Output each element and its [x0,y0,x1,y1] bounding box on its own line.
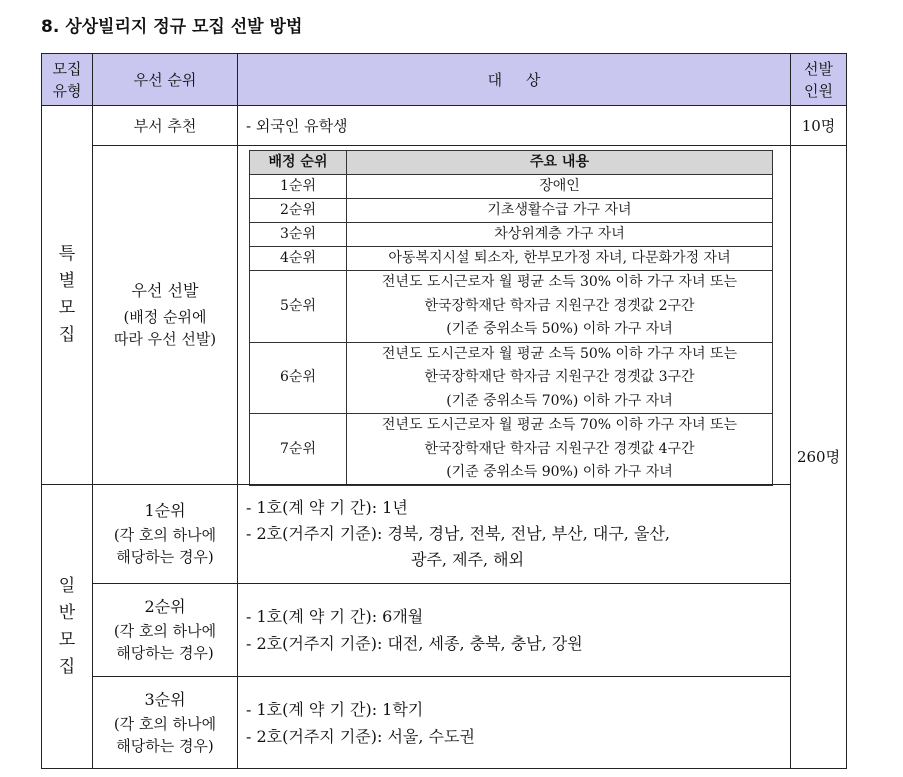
header-target [237,53,791,106]
header-type [41,53,93,106]
priority-selection [92,145,238,485]
table-row [250,247,773,271]
table-row [250,271,773,343]
general-target-2-line2: - 2호(거주지 기준): 대전, 세종, 충북, 충남, 강원 [246,634,583,653]
general-rank-3 [92,676,238,769]
priority-selection-label: 우선 선발 [131,281,199,300]
content-cell [347,271,773,343]
rank-cell: 4순위 [250,247,347,271]
header-type-line2: 유형 [52,81,82,100]
general-rank-2 [92,583,238,677]
header-priority-label: 우선 순위 [133,70,197,89]
dept-recommend-count [790,105,847,146]
content-line: (기준 중위소득 70%) 이하 가구 자녀 [446,392,673,409]
dept-recommend-priority [92,105,238,146]
header-type-line1: 모집 [52,59,82,78]
general-char-4: 집 [58,656,76,677]
priority-selection-sub2: 따라 우선 선발) [113,330,217,348]
content-line: 전년도 도시근로자 월 평균 소득 30% 이하 가구 자녀 또는 [381,274,738,290]
table-row [250,175,773,199]
rank-cell: 5순위 [250,271,347,343]
special-char-2: 별 [58,271,76,291]
allocation-header-rank: 배정 순위 [250,151,347,175]
general-recruit-label [41,484,93,769]
table-row [250,342,773,414]
content-cell [347,414,773,486]
rank-cell: 6순위 [250,342,347,414]
content-line: 전년도 도시근로자 월 평균 소득 50% 이하 가구 자녀 또는 [381,345,738,362]
rank-cell: 3순위 [250,223,347,247]
dept-recommend-target-text: - 외국인 유학생 [246,116,348,135]
content-cell: 장애인 [347,175,773,199]
general-rank-2-sub2: 해당하는 경우) [116,644,214,662]
general-rank-3-sub2: 해당하는 경우) [116,736,214,755]
section-title: 8. 상상빌리지 정규 모집 선발 방법 [41,17,303,37]
dept-recommend-target [237,105,791,146]
general-char-1: 일 [58,575,76,596]
content-cell [347,342,773,414]
general-target-2 [237,583,791,677]
dept-recommend-label: 부서 추천 [133,116,197,135]
content-cell: 아동복지시설 퇴소자, 한부모가정 자녀, 다문화가정 자녀 [347,247,773,271]
content-line: 한국장학재단 학자금 지원구간 경곗값 4구간 [424,440,695,457]
general-rank-2-sub1: (각 호의 하나에 [113,622,217,640]
content-cell: 차상위계층 가구 자녀 [347,223,773,247]
general-rank-3-label: 3순위 [144,689,186,709]
general-target-2-line1: - 1호(계 약 기 간): 6개월 [246,607,424,626]
rank-cell: 2순위 [250,199,347,223]
general-target-3-line2: - 2호(거주지 기준): 서울, 수도권 [246,726,475,746]
content-line: (기준 중위소득 50%) 이하 가구 자녀 [446,321,673,337]
general-rank-1-label: 1순위 [144,501,186,520]
header-count-line2: 인원 [804,81,833,100]
general-target-1-line1: - 1호(계 약 기 간): 1년 [246,498,408,517]
special-char-3: 모 [58,298,76,318]
general-target-3-line1: - 1호(계 약 기 간): 1학기 [246,699,424,719]
general-char-2: 반 [58,602,76,623]
general-target-1-line3: 광주, 제주, 해외 [411,550,525,569]
table-row [250,414,773,486]
allocation-header-content: 주요 내용 [347,151,773,175]
table-row [250,199,773,223]
rank-cell: 1순위 [250,175,347,199]
general-target-1-line2: - 2호(거주지 기준): 경북, 경남, 전북, 전남, 부산, 대구, 울산, [246,524,670,543]
content-line: 한국장학재단 학자금 지원구간 경곗값 3구간 [424,369,695,385]
general-rank-1-sub1: (각 호의 하나에 [113,526,217,544]
general-target-3 [237,676,791,769]
rank-cell: 7순위 [250,414,347,486]
special-char-1: 특 [58,244,76,264]
content-cell: 기초생활수급 가구 자녀 [347,199,773,223]
total-count-text: 260명 [796,448,841,466]
content-line: (기준 중위소득 90%) 이하 가구 자녀 [446,464,673,480]
special-recruit-label [41,105,93,485]
general-char-3: 모 [58,629,76,650]
header-priority [92,53,238,106]
header-count [790,53,847,106]
header-target-label: 대 상 [487,70,541,89]
header-count-line1: 선발 [804,59,833,78]
priority-selection-sub1: (배정 순위에 [123,308,207,326]
content-line: 전년도 도시근로자 월 평균 소득 70% 이하 가구 자녀 또는 [381,417,738,433]
general-rank-3-sub1: (각 호의 하나에 [113,714,217,733]
allocation-header-row [250,151,773,175]
table-row [250,223,773,247]
general-target-1 [237,484,791,584]
general-rank-1-sub2: 해당하는 경우) [116,548,214,566]
special-char-4: 집 [58,325,76,345]
total-count [790,145,847,769]
dept-recommend-count-text: 10명 [801,116,836,135]
general-rank-1 [92,484,238,584]
content-line: 한국장학재단 학자금 지원구간 경곗값 2구간 [424,297,695,314]
allocation-table [249,150,773,486]
general-rank-2-label: 2순위 [144,597,186,616]
